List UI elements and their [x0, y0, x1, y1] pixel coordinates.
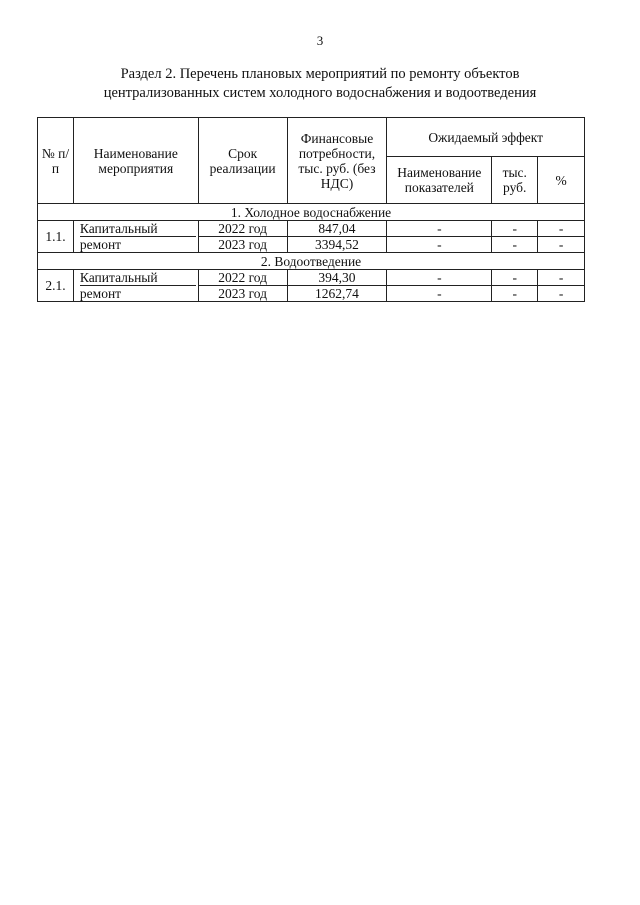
- heading-line-1: Раздел 2. Перечень плановых мероприятий по ремонту объектов: [120, 66, 520, 82]
- item-num: 1.1.: [38, 221, 74, 253]
- table-row: [38, 270, 585, 286]
- finance-cell: 847,04: [287, 221, 387, 237]
- item-name-line-2: ремонт: [79, 237, 122, 252]
- rub-cell: -: [492, 286, 538, 302]
- finance-cell: 3394,52: [287, 237, 387, 253]
- indicator-cell: -: [387, 221, 492, 237]
- rub-cell: -: [492, 221, 538, 237]
- item-name-line-2: ремонт: [79, 286, 122, 301]
- rub-cell: -: [492, 237, 538, 253]
- item-num: 2.1.: [38, 270, 74, 302]
- indicator-cell: -: [387, 286, 492, 302]
- item-name: [73, 221, 198, 253]
- page-number: 3: [316, 33, 324, 48]
- item-name: [73, 270, 198, 302]
- pct-cell: -: [538, 237, 585, 253]
- section-row: [38, 204, 585, 221]
- section-title: 2. Водоотведение: [38, 253, 585, 270]
- year-cell: 2023 год: [198, 286, 287, 302]
- pct-cell: -: [538, 221, 585, 237]
- pct-cell: -: [538, 286, 585, 302]
- header-effect: Ожидаемый эффект: [387, 118, 585, 157]
- year-cell: 2022 год: [198, 221, 287, 237]
- header-row-1: [38, 118, 585, 157]
- item-name-line-1: Капитальный: [80, 221, 196, 237]
- finance-cell: 394,30: [287, 270, 387, 286]
- table-row: [38, 221, 585, 237]
- rub-cell: -: [492, 270, 538, 286]
- pct-cell: -: [538, 270, 585, 286]
- header-percent: %: [538, 157, 585, 204]
- header-indicator: Наименование показателей: [387, 157, 492, 204]
- section-heading: [40, 65, 600, 103]
- heading-line-2: централизованных систем холодного водоснабжения и водоотведения: [103, 85, 537, 101]
- header-finance: Финансовые потребности, тыс. руб. (без НДС): [287, 118, 387, 204]
- year-cell: 2023 год: [198, 237, 287, 253]
- plan-table: [37, 117, 585, 302]
- finance-cell: 1262,74: [287, 286, 387, 302]
- header-period: Срок реализации: [198, 118, 287, 204]
- indicator-cell: -: [387, 237, 492, 253]
- indicator-cell: -: [387, 270, 492, 286]
- year-cell: 2022 год: [198, 270, 287, 286]
- header-num: № п/п: [38, 118, 74, 204]
- section-title: 1. Холодное водоснабжение: [38, 204, 585, 221]
- item-name-line-1: Капитальный: [80, 270, 196, 286]
- section-row: [38, 253, 585, 270]
- header-name: Наименование мероприятия: [73, 118, 198, 204]
- header-thousand-rub: тыс. руб.: [492, 157, 538, 204]
